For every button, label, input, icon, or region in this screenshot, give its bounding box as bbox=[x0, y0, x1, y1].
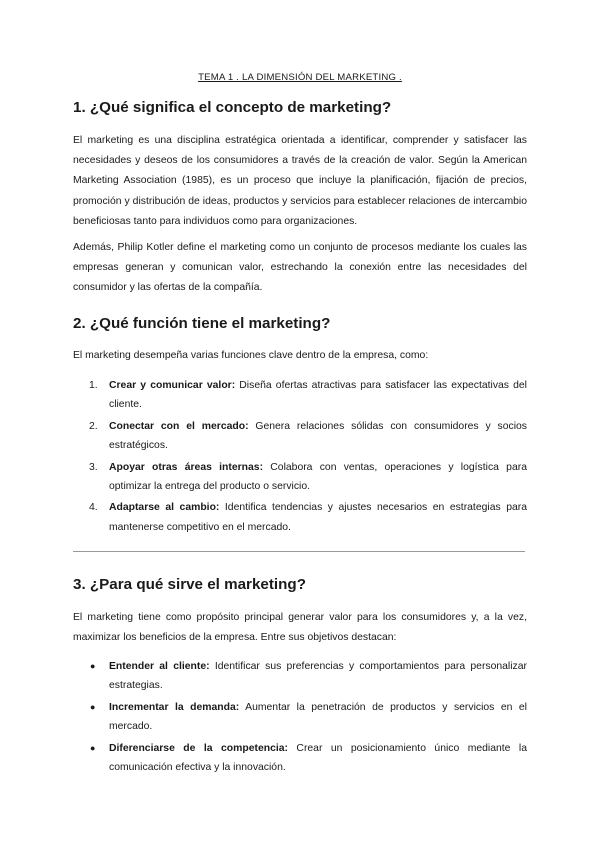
list-item-text: Identifica tendencias y ajustes necesarios en estrategias para mantenerse competitivo en el mercado. bbox=[109, 502, 527, 533]
list-item-text: Genera relaciones sólidas con consumidores y socios estratégicos. bbox=[109, 420, 527, 452]
list-item-text: Crear un posicionamiento único mediante la comunicación efectiva y la innovación. bbox=[109, 742, 528, 774]
horizontal-divider bbox=[73, 551, 525, 552]
list-number: 4. bbox=[89, 502, 98, 514]
list-item-term: Entender al cliente: bbox=[109, 661, 210, 672]
list-item bbox=[73, 458, 527, 497]
bullet-icon: ● bbox=[90, 701, 96, 712]
bullet-icon: ● bbox=[90, 742, 96, 753]
list-item-term: Crear y comunicar valor: bbox=[109, 380, 236, 391]
section-3-intro: El marketing tiene como propósito principal generar valor para los consumidores y, a la vez, maximizar los beneficios de la empresa. Entre sus objetivos destacan: bbox=[73, 612, 527, 644]
list-item-text: Aumentar la penetración de productos y servicios en el mercado. bbox=[109, 701, 527, 733]
list-item-text: Diseña ofertas atractivas para satisfacer las expectativas del cliente. bbox=[109, 380, 527, 411]
list-number: 2. bbox=[89, 420, 98, 432]
list-item-term: Adaptarse al cambio: bbox=[109, 502, 220, 514]
list-item bbox=[73, 657, 527, 696]
list-item bbox=[73, 698, 527, 737]
objectives-list bbox=[73, 657, 527, 779]
section-1-paragraph-1: El marketing es una disciplina estratégica orientada a identificar, comprender y satisfacer las necesidades y deseos de los consumidores a través de la creación de valor. Según la American Marketing Association (1985), es un proceso que incluye la planificación, fijación de precios, promoción y distribución de ideas, productos y servicios para establecer relaciones de intercambio beneficiosas tanto para individuos como para organizaciones. bbox=[73, 135, 527, 227]
list-item-term: Conectar con el mercado: bbox=[109, 420, 249, 432]
list-item-text: Colabora con ventas, operaciones y logística para optimizar la entrega del producto o servicio. bbox=[109, 461, 527, 493]
section-2-intro: El marketing desempeña varias funciones clave dentro de la empresa, como: bbox=[73, 350, 429, 361]
list-item-term: Incrementar la demanda: bbox=[109, 701, 240, 713]
list-item bbox=[73, 417, 527, 456]
list-item bbox=[73, 376, 527, 415]
document-title: TEMA 1 . LA DIMENSIÓN DEL MARKETING . bbox=[198, 72, 402, 83]
section-1-heading: 1. ¿Qué significa el concepto de marketing? bbox=[73, 99, 392, 116]
section-2-heading: 2. ¿Qué función tiene el marketing? bbox=[73, 315, 331, 332]
list-item bbox=[73, 739, 527, 778]
section-1-paragraph-2: Además, Philip Kotler define el marketing como un conjunto de procesos mediante los cuales las empresas generan y comunican valor, estrechando la conexión entre las necesidades del consumidor y las ofertas de la compañía. bbox=[73, 242, 527, 294]
list-number: 1. bbox=[89, 380, 98, 391]
list-item-text: Identificar sus preferencias y comportamientos para personalizar estrategias. bbox=[109, 661, 527, 692]
list-item-term: Diferenciarse de la competencia: bbox=[109, 742, 288, 754]
list-item bbox=[73, 498, 527, 537]
list-number: 3. bbox=[89, 461, 98, 473]
section-3-heading: 3. ¿Para qué sirve el marketing? bbox=[73, 576, 306, 593]
list-item-term: Apoyar otras áreas internas: bbox=[109, 461, 264, 473]
functions-list bbox=[73, 376, 527, 539]
bullet-icon: ● bbox=[90, 661, 96, 671]
